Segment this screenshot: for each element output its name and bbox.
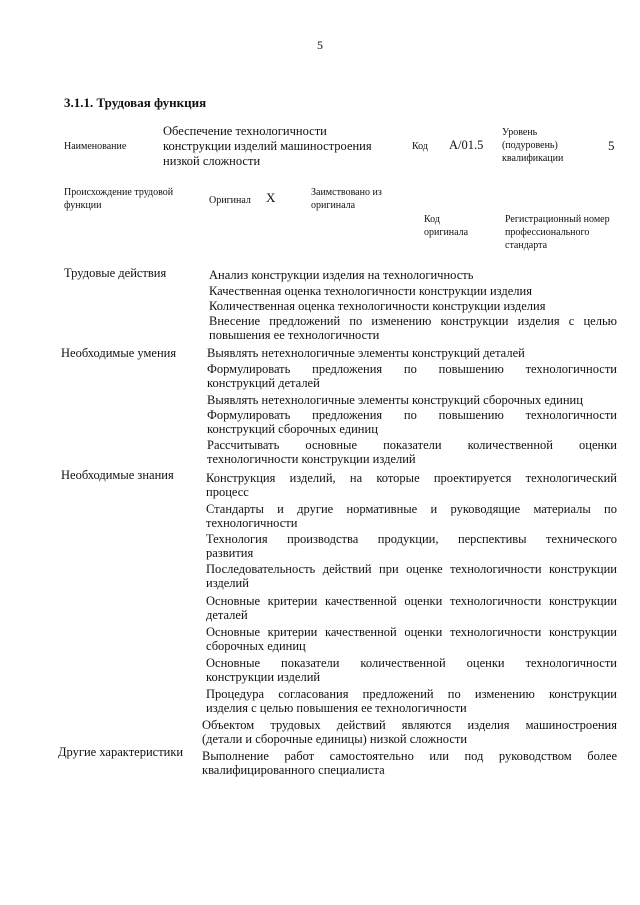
skills-label: Необходимые умения (61, 346, 177, 360)
item-line: Внесение предложений по изменению конструкции изделия с целью (209, 314, 617, 328)
function-name-line: конструкции изделий машиностроения (163, 139, 372, 153)
knowledge-item (206, 471, 617, 499)
item-line: Выявлять нетехнологичные элементы конструкций сборочных единиц (207, 393, 583, 407)
knowledge-item (206, 656, 617, 684)
item-line: Объектом трудовых действий являются изделия машиностроения (202, 718, 617, 732)
skill-item (207, 362, 617, 390)
item-line: сборочных единиц (206, 639, 306, 653)
item-line: Количественная оценка технологичности конструкции изделия (209, 299, 546, 313)
level-label-line: квалификации (502, 153, 564, 164)
origin-label-line: функции (64, 200, 102, 211)
item-line: конструкций деталей (207, 376, 320, 390)
item-line: (детали и сборочные единицы) низкой сложности (202, 732, 468, 746)
qualification-level-value: 5 (608, 138, 615, 153)
item-line: технологичности конструкции изделий (207, 452, 416, 466)
original-label: Оригинал (209, 195, 251, 206)
item-line: Анализ конструкции изделия на технологичность (209, 268, 474, 282)
function-name-line: Обеспечение технологичности (163, 124, 327, 138)
registration-number-label (505, 213, 610, 252)
item-line: конструкций сборочных единиц (207, 422, 378, 436)
borrowed-label-line: оригинала (311, 200, 356, 211)
skill-item (207, 346, 617, 360)
item-line: процесс (206, 485, 249, 499)
original-mark: X (266, 190, 276, 205)
item-line: повышения ее технологичности (209, 328, 380, 342)
item-line: развития (206, 546, 254, 560)
item-line: Основные критерии качественной оценки технологичности конструкции (206, 625, 617, 639)
borrowed-label-line: Заимствовано из (311, 187, 382, 198)
knowledge-item (206, 687, 617, 715)
item-line: Формулировать предложения по повышению технологичности (207, 408, 617, 422)
item-line: Конструкция изделий, на которые проектируется технологический (206, 471, 617, 485)
reg-number-line: профессионального (505, 227, 590, 238)
knowledge-item (206, 594, 617, 622)
item-line: Качественная оценка технологичности конструкции изделия (209, 284, 532, 298)
item-line: Выявлять нетехнологичные элементы конструкций деталей (207, 346, 525, 360)
item-line: Технология производства продукции, перспективы технического (206, 532, 617, 546)
code-original-label (424, 213, 468, 239)
item-line: Основные показатели количественной оценки технологичности (206, 656, 617, 670)
item-line: конструкции изделий (206, 670, 321, 684)
item-line: Выполнение работ самостоятельно или под руководством более (202, 749, 617, 763)
section-title: 3.1.1. Трудовая функция (64, 95, 207, 110)
code-original-line: Код (424, 214, 440, 225)
skill-item (207, 438, 617, 466)
code-label: Код (412, 141, 428, 152)
item-line: квалифицированного специалиста (202, 763, 385, 777)
labor-action-item (209, 314, 617, 342)
labor-action-item (209, 299, 617, 313)
reg-number-line: стандарта (505, 240, 548, 251)
knowledge-item (206, 532, 617, 560)
origin-label (64, 186, 173, 212)
item-line: Формулировать предложения по повышению технологичности (207, 362, 617, 376)
skill-item (207, 408, 617, 436)
level-label-line: Уровень (502, 127, 538, 138)
item-line: Последовательность действий при оценке технологичности конструкции (206, 562, 617, 576)
knowledge-item (206, 502, 617, 530)
function-name (163, 124, 372, 169)
item-line: Процедура согласования предложений по изменению конструкции (206, 687, 617, 701)
page-number: 5 (317, 38, 323, 52)
skill-item (207, 393, 617, 407)
knowledge-label: Необходимые знания (61, 468, 174, 482)
item-line: деталей (206, 608, 248, 622)
item-line: Рассчитывать основные показатели количественной оценки (207, 438, 617, 452)
item-line: изделий (206, 576, 249, 590)
item-line: Стандарты и другие нормативные и руководящие материалы по (206, 502, 617, 516)
other-characteristic-item (202, 718, 617, 746)
borrowed-label (311, 186, 382, 212)
qualification-level-label (502, 126, 563, 165)
name-label: Наименование (64, 141, 127, 152)
code-original-line: оригинала (424, 227, 469, 238)
labor-action-item (209, 268, 617, 282)
item-line: изделия с целью повышения ее технологичности (206, 701, 467, 715)
other-characteristics-label: Другие характеристики (58, 745, 184, 759)
knowledge-item (206, 562, 617, 590)
reg-number-line: Регистрационный номер (505, 214, 610, 225)
origin-label-line: Происхождение трудовой (64, 187, 174, 198)
level-label-line: (подуровень) (502, 140, 558, 151)
item-line: Основные критерии качественной оценки технологичности конструкции (206, 594, 617, 608)
item-line: технологичности (206, 516, 298, 530)
code-value: A/01.5 (449, 138, 484, 152)
function-name-line: низкой сложности (163, 154, 261, 168)
labor-action-item (209, 284, 617, 298)
other-characteristic-item (202, 749, 617, 777)
labor-actions-label: Трудовые действия (64, 266, 167, 280)
knowledge-item (206, 625, 617, 653)
